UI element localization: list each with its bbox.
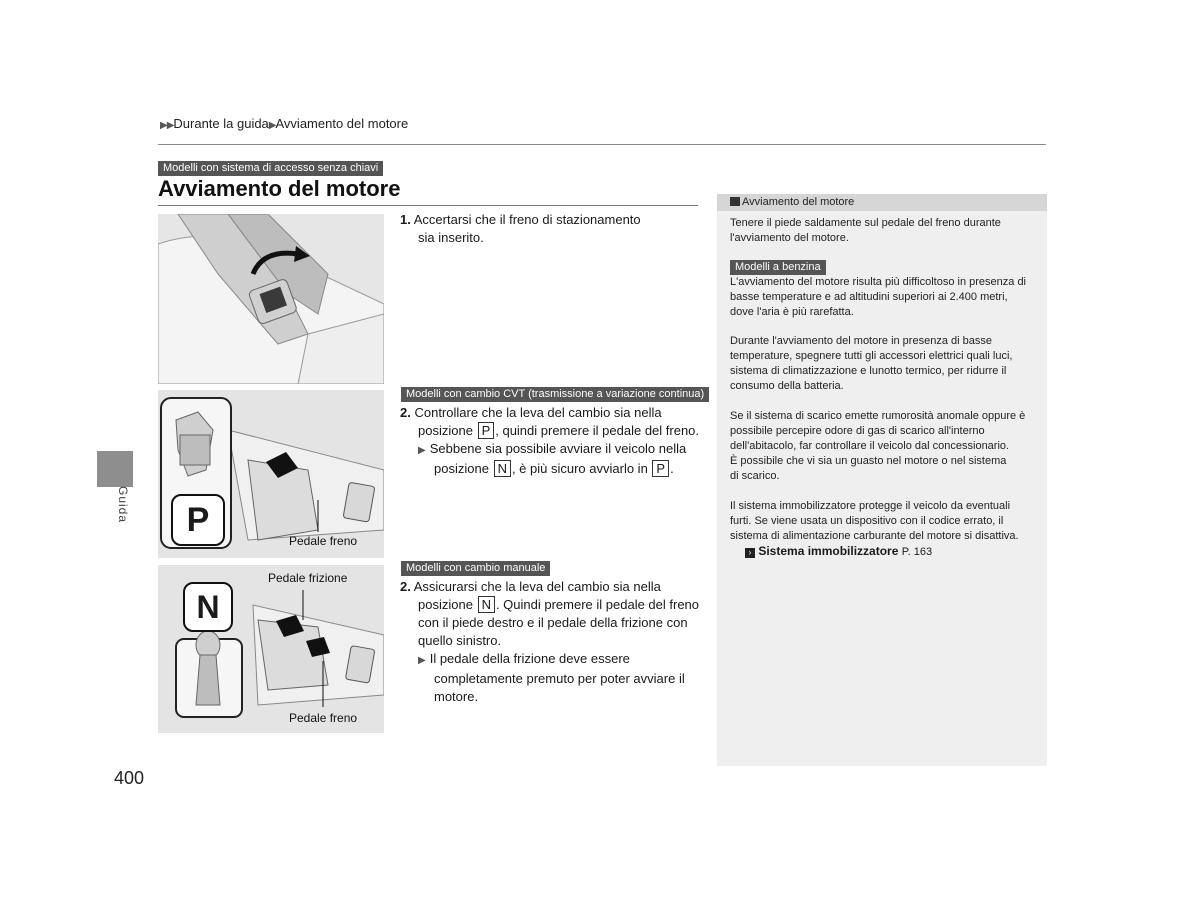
note-line: L'avviamento del motore risulta più difficoltoso in presenza di (730, 276, 1027, 288)
gear-key-n: N (478, 596, 495, 613)
step-number: 2. (400, 579, 411, 594)
note-paragraph (730, 499, 1040, 544)
breadcrumb-arrow-icon: ▶ (268, 120, 276, 131)
figure-label-brake-pedal: Pedale freno (289, 711, 358, 725)
header-divider (158, 144, 1046, 145)
note-line: consumo della batteria. (730, 380, 844, 392)
reference-label[interactable]: Sistema immobilizzatore (758, 544, 899, 558)
gear-key-n: N (494, 460, 511, 477)
step-text: sia inserito. (418, 230, 484, 245)
note-line: temperature, spegnere tutti gli accessori elettrici quali luci, (730, 350, 1013, 362)
chapter-tab (97, 451, 133, 487)
step-number: 1. (400, 212, 411, 227)
petrol-models-tag: Modelli a benzina (730, 260, 826, 275)
note-line: È possibile che vi sia un guasto nel motore o nel sistema (730, 455, 1007, 467)
reference-arrow-icon: › (745, 548, 755, 558)
gear-key-p: P (652, 460, 669, 477)
note-line: furti. Se viene usata un dispositivo con il codice errato, il (730, 515, 1004, 527)
note-paragraph (730, 334, 1040, 394)
step-text: . Quindi premere il pedale del freno (495, 597, 700, 612)
notes-header (730, 196, 854, 208)
note-text: Il pedale della frizione deve essere (429, 651, 630, 666)
page-number: 400 (114, 768, 145, 788)
note-line: dove l'aria è più rarefatta. (730, 306, 854, 318)
step-text: posizione (418, 597, 473, 612)
step-text: con il piede destro e il pedale della frizione con (418, 615, 688, 630)
step-text: Assicurarsi che la leva del cambio sia nella (413, 579, 661, 594)
step-text: Accertarsi che il freno di stazionamento (413, 212, 641, 227)
note-text: Sebbene sia possibile avviare il veicolo nella (429, 441, 687, 456)
cvt-models-tag: Modelli con cambio CVT (trasmissione a variazione continua) (401, 387, 709, 402)
parking-brake-illustration (158, 214, 384, 384)
note-line: possibile percepire odore di gas di scarico all'interno (730, 425, 985, 437)
note-line: sistema di alimentazione carburante del motore si disattiva. (730, 530, 1019, 542)
title-divider (158, 205, 698, 206)
breadcrumb-part1[interactable]: Durante la guida (173, 116, 269, 131)
note-line: Durante l'avviamento del motore in presenza di basse (730, 335, 992, 347)
note-line: l'avviamento del motore. (730, 232, 849, 244)
page-title: Avviamento del motore (158, 176, 401, 201)
section-tag: Modelli con sistema di accesso senza chiavi (158, 161, 383, 176)
note-text: , è più sicuro avviarlo in (511, 461, 648, 476)
note-line: Il sistema immobilizzatore protegge il veicolo da eventuali (730, 500, 1011, 512)
note-paragraph (730, 409, 1040, 484)
step-text: Controllare che la leva del cambio sia nella (414, 405, 662, 420)
cross-reference-link[interactable] (745, 544, 932, 558)
note-line: Se il sistema di scarico emette rumorosità anomale oppure è (730, 410, 1026, 422)
note-paragraph (730, 216, 1040, 246)
note-line: sistema di climatizzazione e lunotto termico, per ridurre il (730, 365, 1007, 377)
breadcrumb (160, 116, 408, 131)
gear-n-indicator: N (183, 582, 233, 632)
notes-header-text: Avviamento del motore (742, 196, 855, 208)
figure-label-clutch-pedal: Pedale frizione (268, 571, 348, 585)
breadcrumb-part2[interactable]: Avviamento del motore (275, 116, 409, 131)
step-text: quello sinistro. (418, 633, 502, 648)
note-paragraph (730, 275, 1040, 320)
step-text: posizione (418, 423, 473, 438)
note-text: completamente premuto per poter avviare il (434, 671, 685, 686)
step-2-cvt (400, 404, 710, 478)
note-line: basse temperature e ad altitudini superiori ai 2.400 metri, (730, 291, 1008, 303)
step-number: 2. (400, 405, 411, 420)
chapter-label: Guida (116, 486, 130, 524)
reference-page[interactable]: P. 163 (901, 546, 933, 558)
parking-brake-figure (158, 214, 384, 384)
breadcrumb-arrow-icon: ▶▶ (160, 120, 174, 131)
note-line: dell'abitacolo, far controllare il veicolo dal concessionario. (730, 440, 1010, 452)
step-2-manual (400, 578, 710, 706)
note-text: motore. (434, 689, 479, 704)
gear-key-p: P (478, 422, 495, 439)
note-text: . (670, 461, 674, 476)
manual-models-tag: Modelli con cambio manuale (401, 561, 550, 576)
note-line: Tenere il piede saldamente sul pedale del freno durante (730, 217, 1001, 229)
note-text: posizione (434, 461, 489, 476)
step-1 (400, 211, 700, 247)
note-line: di scarico. (730, 470, 780, 482)
step-text: , quindi premere il pedale del freno. (495, 423, 700, 438)
note-ref-icon (730, 197, 740, 206)
bullet-arrow-icon: ▶ (418, 655, 426, 666)
figure-label-brake-pedal: Pedale freno (289, 534, 358, 548)
gear-p-indicator: P (171, 494, 225, 546)
bullet-arrow-icon: ▶ (418, 445, 426, 456)
